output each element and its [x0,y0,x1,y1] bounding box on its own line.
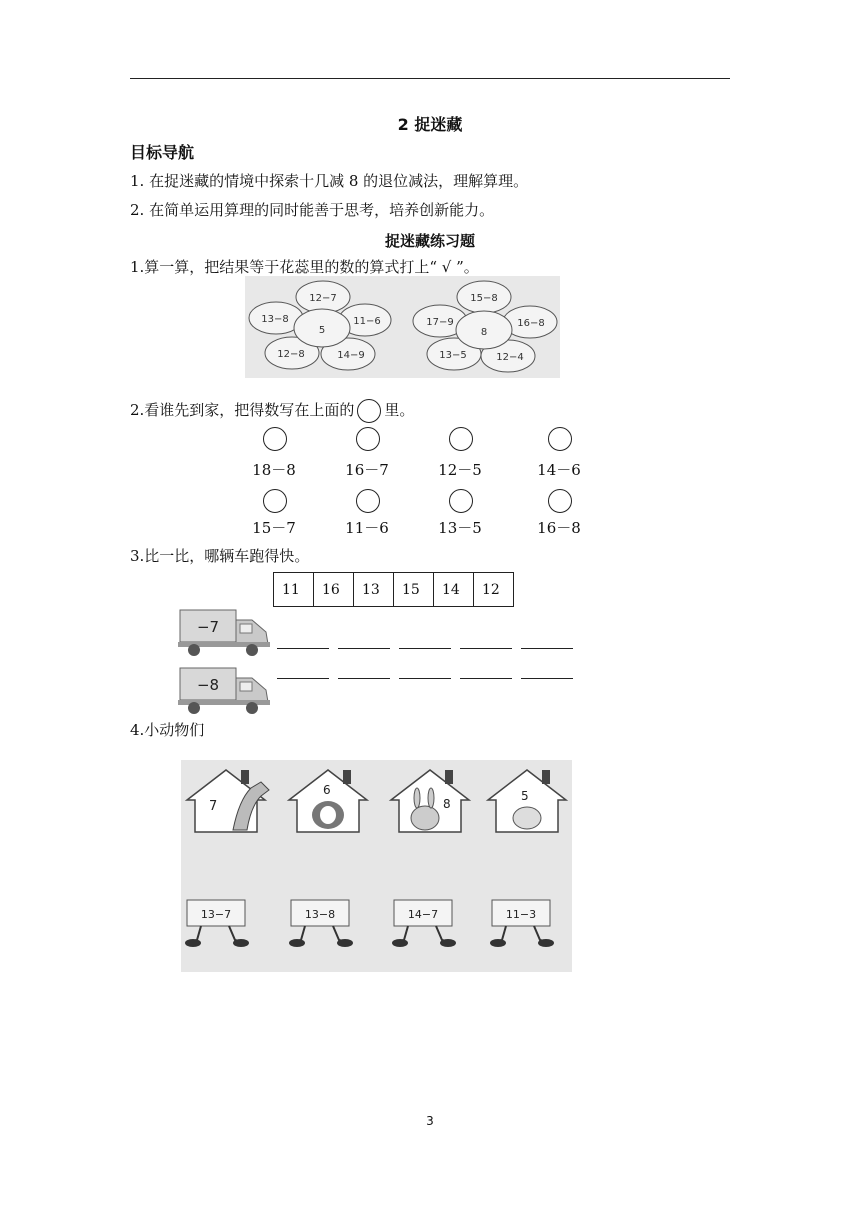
question-1-text: 1.算一算，把结果等于花蕊里的数的算式打上“ √ ”。 [130,258,479,276]
expression-r2-1: 15－7 [252,519,296,537]
house-4-icon [488,770,566,832]
lesson-title: 2 捉迷藏 [397,115,463,134]
flower1-petal-1: 12−7 [309,293,337,304]
sign-1-label: 13−7 [200,908,232,921]
flower1-center: 5 [318,325,326,336]
flower1-petal-5: 13−8 [261,314,289,325]
truck-2-label: −8 [196,676,220,694]
expression-r1-2: 16－7 [345,461,389,479]
flower2-petal-1: 15−8 [470,293,498,304]
expression-r1-1: 18－8 [252,461,296,479]
answer-blank[interactable] [399,678,451,679]
flower1-petal-3: 14−9 [337,350,365,361]
answer-circle-r1-4[interactable] [548,427,572,451]
answer-circle-icon [357,399,381,423]
goals-heading: 目标导航 [130,143,195,162]
flower1-petal-2: 11−6 [353,316,381,327]
question-2-text-before: 2.看谁先到家，把得数写在上面的 [130,401,355,419]
sign-3-label: 14−7 [407,908,439,921]
answer-circle-r1-2[interactable] [356,427,380,451]
goal-item-1: 1. 在捉迷藏的情境中探索十几减 8 的退位减法，理解算理。 [130,172,529,190]
answer-blank[interactable] [460,648,512,649]
question-4-text: 4.小动物们 [130,721,205,739]
answer-blank[interactable] [521,678,573,679]
number-cell: 13 [354,573,394,607]
number-cell: 11 [274,573,314,607]
answer-circle-r2-1[interactable] [263,489,287,513]
answer-blank[interactable] [277,678,329,679]
answer-blank[interactable] [338,678,390,679]
sign-4-icon [490,900,554,947]
house-3-icon [391,770,469,832]
house-2-icon [289,770,367,832]
house-1-number: 7 [209,799,218,814]
expression-r1-3: 12－5 [438,461,482,479]
house-4-number: 5 [521,789,529,803]
number-table [273,572,514,607]
answer-circle-r2-2[interactable] [356,489,380,513]
flower2-petal-4: 13−5 [439,350,467,361]
answer-blank[interactable] [521,648,573,649]
sign-3-icon [392,900,456,947]
flower1-petal-4: 12−8 [277,349,305,360]
exercise-title: 捉迷藏练习题 [384,232,475,250]
expression-r1-4: 14－6 [537,461,581,479]
question-2-text [130,399,414,423]
flower-picture [245,276,560,378]
number-cell: 12 [474,573,514,607]
sign-2-icon [289,900,353,947]
header-rule [130,78,730,79]
page-number: 3 [426,1114,434,1128]
answer-blank[interactable] [338,648,390,649]
truck-2-icon [178,664,273,716]
house-3-number: 8 [443,797,451,811]
answer-circle-r2-3[interactable] [449,489,473,513]
answer-circle-r2-4[interactable] [548,489,572,513]
truck-1-label: −7 [196,618,220,636]
sign-4-label: 11−3 [505,908,537,921]
house-1-icon [187,770,269,832]
question-3-text: 3.比一比，哪辆车跑得快。 [130,547,310,565]
number-cell: 15 [394,573,434,607]
answer-circle-r1-3[interactable] [449,427,473,451]
goal-item-2: 2. 在简单运用算理的同时能善于思考，培养创新能力。 [130,201,495,219]
sign-2-label: 13−8 [304,908,336,921]
number-cell: 16 [314,573,354,607]
flower2-petal-2: 16−8 [517,318,545,329]
flower2-petal-3: 12−4 [496,352,524,363]
sign-1-icon [185,900,249,947]
flower2-petal-5: 17−9 [426,317,454,328]
truck-1-icon [178,606,273,658]
flower2-center: 8 [480,327,488,338]
answer-circle-r1-1[interactable] [263,427,287,451]
answer-blank[interactable] [460,678,512,679]
animal-houses-picture [181,760,572,972]
number-cell: 14 [434,573,474,607]
question-2-text-after: 里。 [384,401,415,419]
house-2-number: 6 [323,783,331,797]
expression-r2-2: 11－6 [345,519,389,537]
expression-r2-3: 13－5 [438,519,482,537]
expression-r2-4: 16－8 [537,519,581,537]
answer-blank[interactable] [277,648,329,649]
answer-blank[interactable] [399,648,451,649]
